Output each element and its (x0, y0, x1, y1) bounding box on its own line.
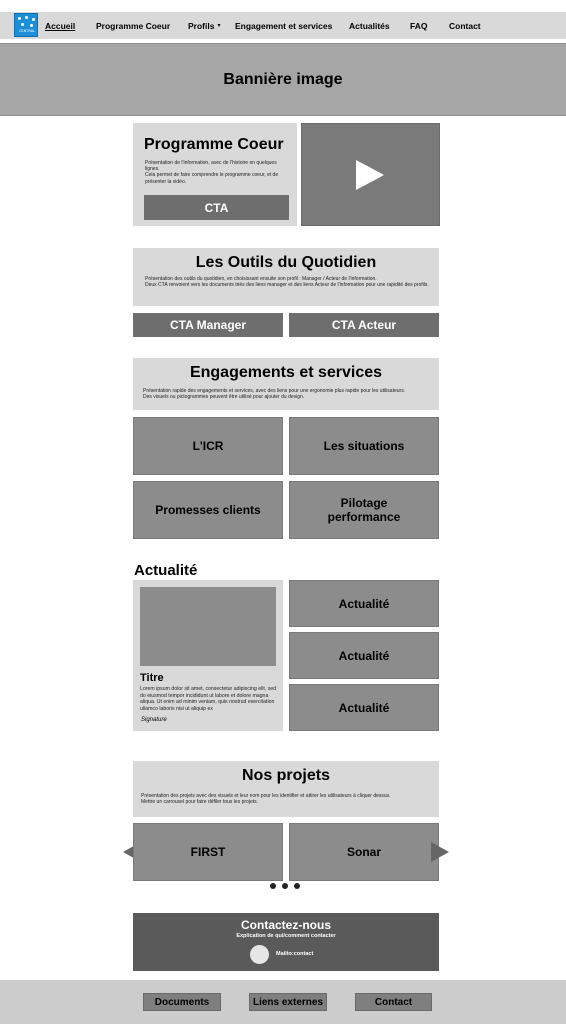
tile-promesses-clients[interactable]: Promesses clients (133, 481, 283, 539)
nav-item-contact[interactable]: Contact (449, 20, 481, 31)
carousel-next-arrow-icon[interactable] (431, 842, 449, 862)
logo[interactable] (14, 13, 38, 37)
actualite-card-text: Lorem ipsum dolor sit amet, consectetur adipiscing elit, sed do eiusmod tempor incididunt ut labore et dolore magna aliqua. Ut enim ad minim veniam, quis nostrud exercitation ullamco laboris nisi ut aliquip ex (140, 686, 277, 712)
programme-coeur-description (145, 160, 290, 185)
footer-contact-button[interactable]: Contact (355, 993, 432, 1011)
programme-coeur-title: Programme Coeur (144, 136, 284, 153)
contact-mailto-link[interactable]: Mailto:contact (276, 951, 314, 957)
nos-projets-description-1: Présentation des projets avec des visuels et leur nom pour les identifier et attirer les utilisateurs à cliquer dessus. (141, 793, 391, 799)
nav-item-faq[interactable]: FAQ (410, 20, 428, 31)
engagements-services-title: Engagements et services (189, 364, 383, 381)
engagements-services-description-2: Des visuels ou pictogrammes peuvent être utilisé pour ajouter du design. (143, 394, 305, 401)
logo-dot-icon (18, 17, 21, 20)
actualite-card-title: Titre (140, 672, 164, 684)
nav-item-accueil[interactable]: Accueil (45, 20, 76, 31)
tile-les-situations[interactable]: Les situations (289, 417, 439, 475)
actualite-item[interactable]: Actualité (289, 684, 439, 731)
tile-icr[interactable]: L'ICR (133, 417, 283, 475)
outils-quotidien-description (145, 276, 430, 288)
nav-item-engagement-services[interactable]: Engagement et services (235, 20, 333, 31)
carousel-dot-icon[interactable] (270, 883, 276, 889)
footer-documents-button[interactable]: Documents (143, 993, 221, 1011)
banner-image: Bannière image (0, 43, 566, 116)
logo-dot-icon (25, 16, 28, 19)
cta-acteur-button[interactable]: CTA Acteur (289, 313, 439, 337)
nos-projets-description-2: Mettre un carrousel pour faire défiler tous les projets. (141, 799, 258, 806)
contact-title: Contactez-nous (241, 918, 331, 932)
programme-coeur-cta-button[interactable]: CTA (144, 195, 289, 220)
carousel-dot-icon[interactable] (294, 883, 300, 889)
logo-text: CENTRAL (18, 29, 36, 33)
nos-projets-title: Nos projets (241, 767, 330, 784)
actualite-heading: Actualité (134, 562, 198, 579)
nav-item-programme-coeur[interactable]: Programme Coeur (96, 20, 171, 31)
actualite-item[interactable]: Actualité (289, 632, 439, 679)
outils-quotidien-description-2: Deux CTA renvoient vers les documents triés des liens manager et des liens Acteur de l'information pour une rapidité des profils. (145, 282, 429, 289)
programme-coeur-description-1: Présentation de l'information, avec de l'histoire en quelques lignes. (145, 160, 277, 173)
contact-subtitle: Explication de qui/comment contacter (236, 933, 336, 939)
actualite-item[interactable]: Actualité (289, 580, 439, 627)
outils-quotidien-description-1: Présentation des outils du quotidien, en choisissant ensuite son profil : Manager / Acteur de l'information. (145, 276, 377, 282)
play-icon[interactable] (356, 160, 384, 190)
project-slide-first[interactable]: FIRST (133, 823, 283, 881)
outils-quotidien-title: Les Outils du Quotidien (195, 254, 377, 271)
logo-dot-icon (21, 23, 24, 26)
video-player[interactable] (301, 123, 440, 226)
cta-manager-button[interactable]: CTA Manager (133, 313, 283, 337)
nos-projets-description (141, 793, 433, 805)
actualite-card-signature: Signature (141, 717, 167, 723)
programme-coeur-description-2: Cela permet de faire comprendre le programme coeur, et de présenter la vidéo. (145, 172, 279, 185)
nav-item-profils[interactable] (188, 12, 220, 39)
chevron-down-icon: ▾ (217, 23, 221, 29)
tile-pilotage-performance[interactable]: Pilotage performance (289, 481, 439, 539)
nav-item-actualites[interactable]: Actualités (349, 20, 390, 31)
actualite-featured-image (140, 587, 276, 666)
footer-liens-externes-button[interactable]: Liens externes (249, 993, 327, 1011)
logo-dot-icon (32, 18, 35, 21)
carousel-dot-icon[interactable] (282, 883, 288, 889)
project-slide-sonar[interactable]: Sonar (289, 823, 439, 881)
engagements-services-description (143, 388, 433, 400)
nav-item-profils-label: Profils (188, 20, 215, 31)
logo-dot-icon (30, 24, 33, 27)
contact-avatar (250, 945, 269, 964)
engagements-services-description-1: Présentation rapide des engagements et services, avec des liens pour une ergonomie plus rapide pour les utilisateurs. (143, 388, 406, 394)
